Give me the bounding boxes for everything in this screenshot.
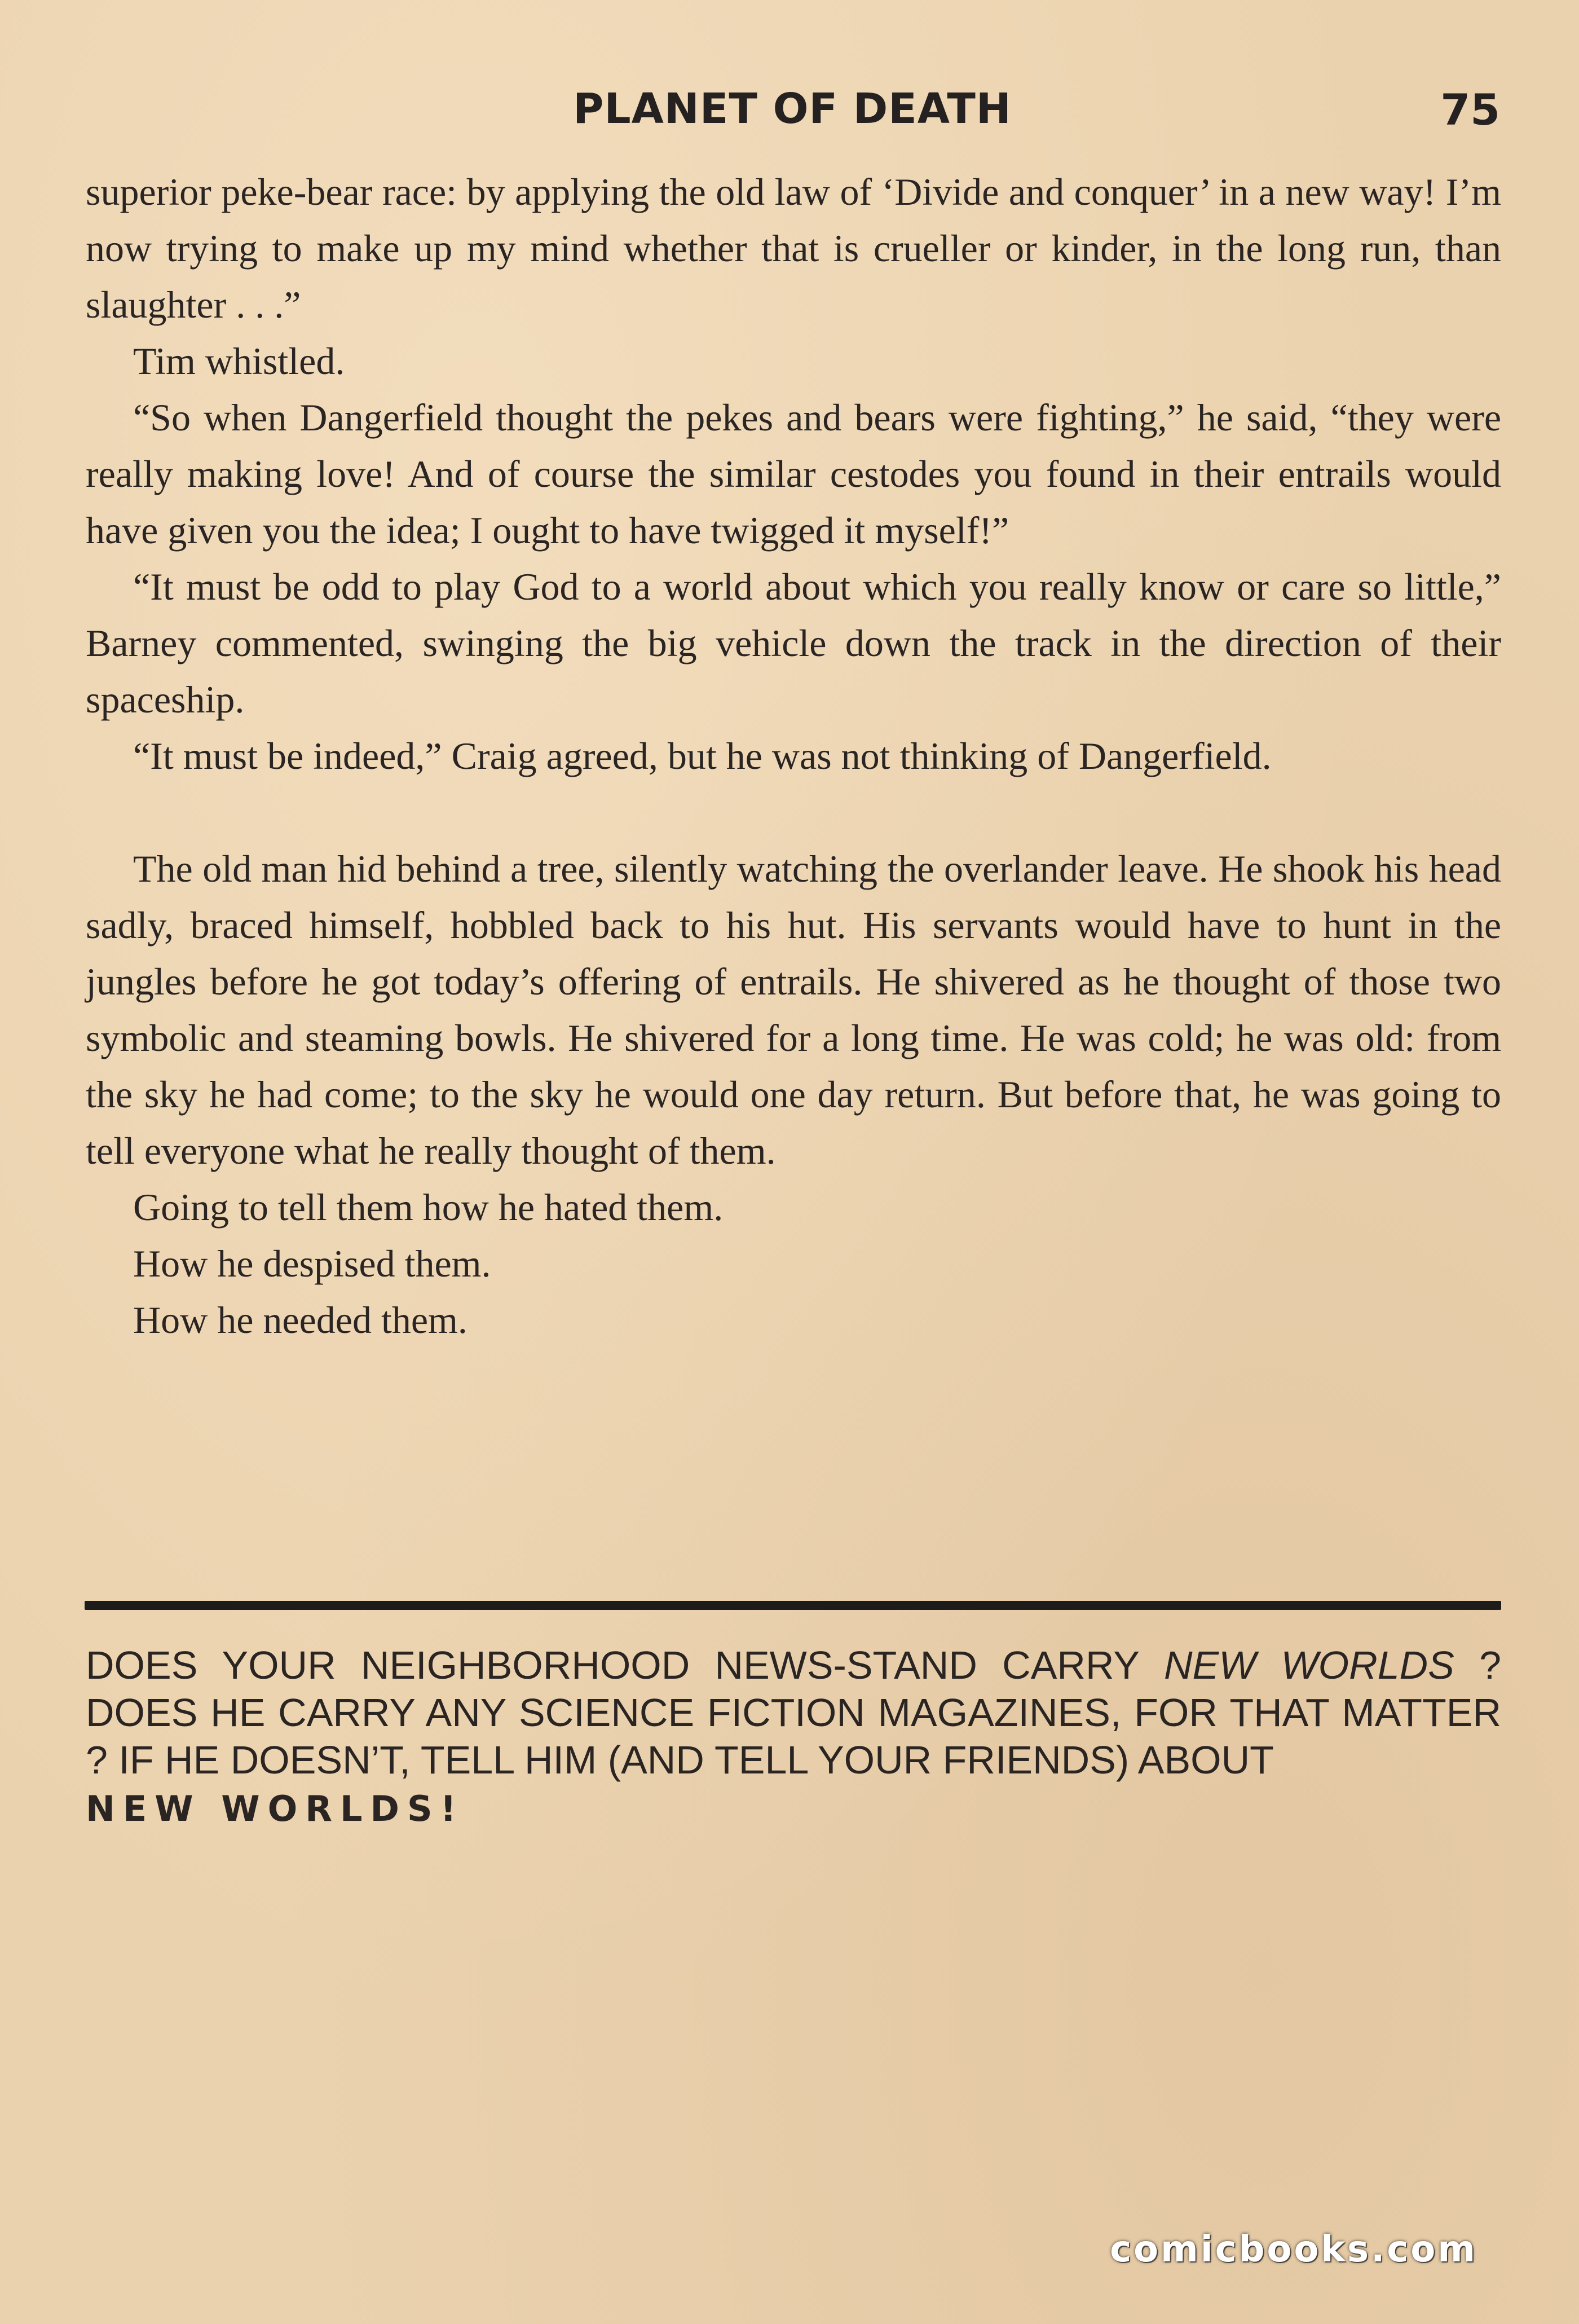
paragraph: “So when Dangerfield thought the pekes and bears were fighting,” he said, “they were really making love! And of course the similar cestodes you found in their entrails would have given you the idea; I ought to have twigged it myself!” <box>86 396 1501 552</box>
horizontal-rule <box>85 1601 1501 1610</box>
running-head <box>85 85 1500 147</box>
paragraph: How he despised them. <box>133 1242 491 1285</box>
paragraph: The old man hid behind a tree, silently watching the overlander leave. He shook his head sadly, braced himself, hobbled back to his hut. His servants would have to hunt in the jungles before he got today’s offering of entrails. He shivered as he thought of those two symbolic and steaming bowls. He shivered for a long time. He was cold; he was old: from the sky he had come; to the sky he would one day return. But before that, he was going to tell everyone what he really thought of them. <box>86 847 1501 1172</box>
paragraph: Tim whistled. <box>133 340 345 382</box>
notice-magazine-name: NEW WORLDS <box>1163 1643 1454 1687</box>
section-break <box>86 784 1501 840</box>
notice-text: DOES YOUR NEIGHBORHOOD NEWS-STAND CARRY <box>86 1643 1164 1687</box>
paragraph: superior peke-bear race: by applying the old law of ‘Divide and conquer’ in a new way! I’m now trying to make up my mind whether that is crueller or kinder, in the long run, than slaughter . . .” <box>86 170 1501 326</box>
paragraph: “It must be odd to play God to a world about which you really know or care so little,” Barney commented, swinging the big vehicle down the track in the direction of their spaceship. <box>86 565 1501 721</box>
running-head-title: PLANET OF DEATH <box>573 85 1012 133</box>
watermark: comicbooks.com <box>1110 2229 1477 2270</box>
story-text <box>86 164 1501 1348</box>
page-number: 75 <box>1440 85 1500 135</box>
paragraph: “It must be indeed,” Craig agreed, but he was not thinking of Dangerfield. <box>133 734 1272 777</box>
paragraph: Going to tell them how he hated them. <box>133 1186 724 1229</box>
advertisement-notice <box>86 1641 1501 1834</box>
notice-brand-name: NEW WORLDS! <box>86 1788 464 1829</box>
notice-text: ? DOES HE CARRY ANY SCIENCE FICTION MAGAZINES, FOR THAT MATTER ? IF HE DOESN’T, TELL HIM (AND TELL YOUR FRIENDS) ABOUT <box>86 1643 1501 1782</box>
paragraph: How he needed them. <box>133 1299 467 1341</box>
